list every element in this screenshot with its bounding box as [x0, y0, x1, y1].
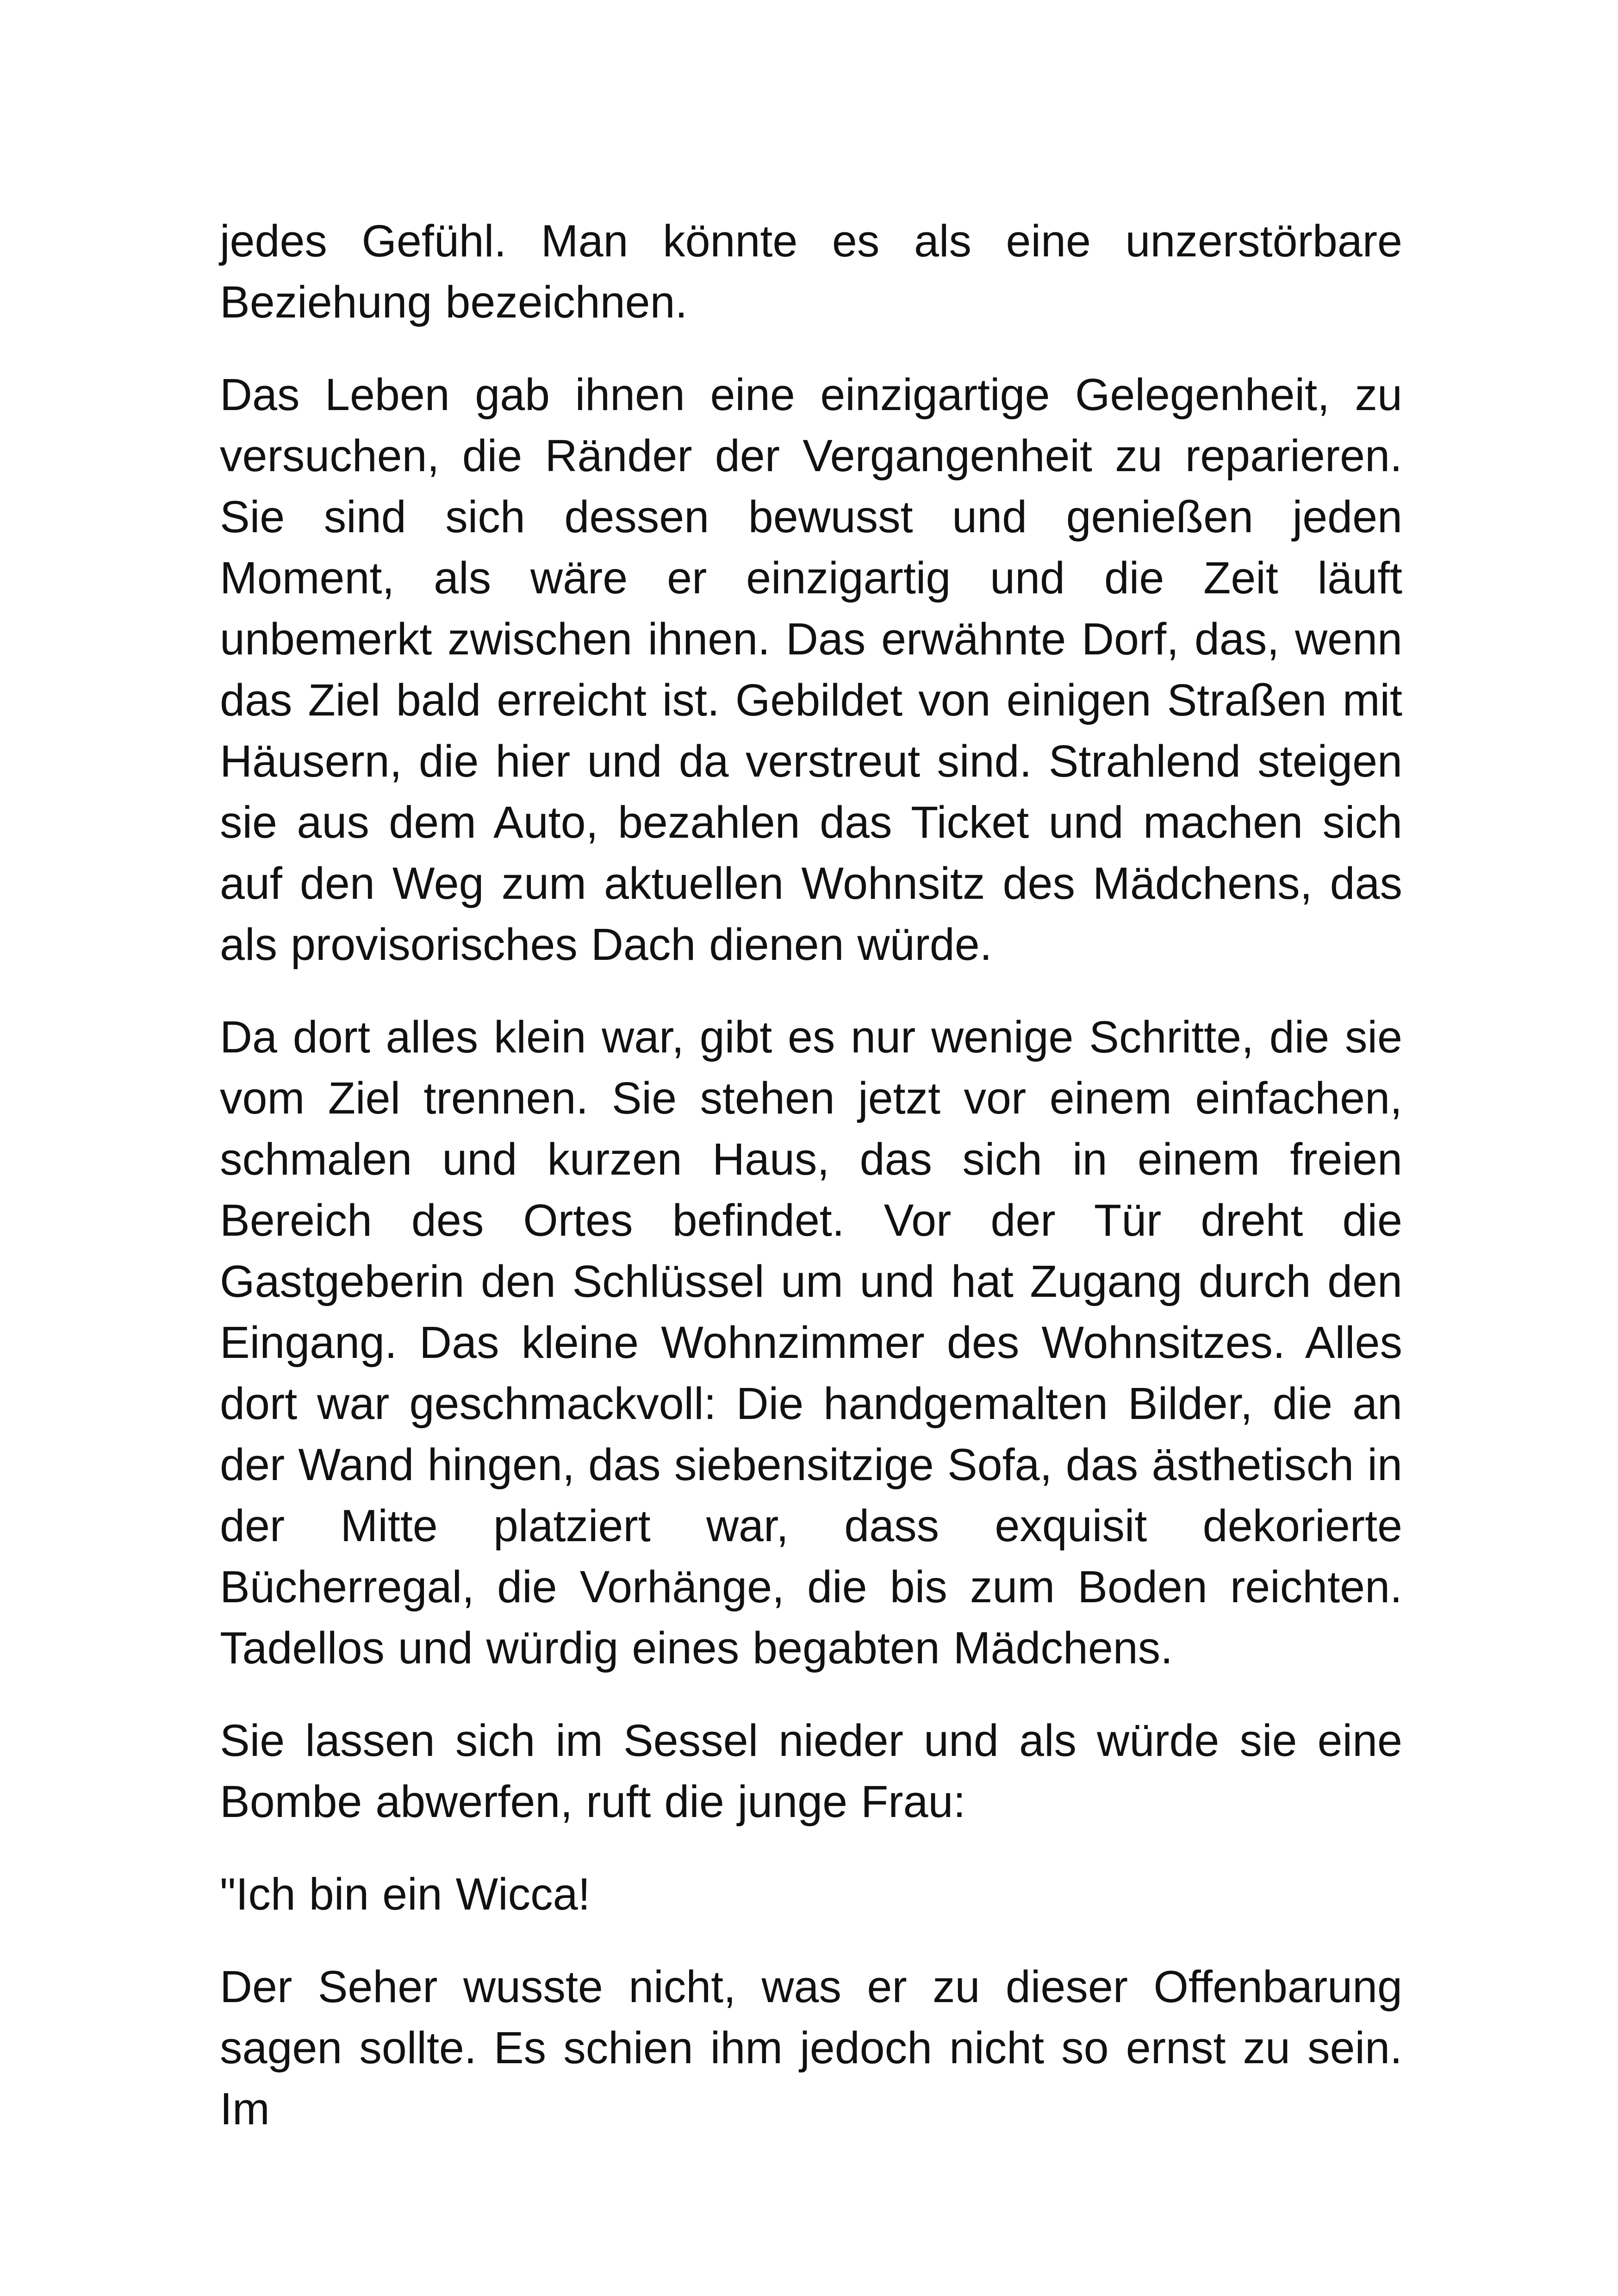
- paragraph-3: Da dort alles klein war, gibt es nur wenige Schritte, die sie vom Ziel trennen. Sie stehen jetzt vor einem einfachen, schmalen und kurzen Haus, das sich in einem freien Bereich des Ortes befindet. Vor der Tür dreht die Gastgeberin den Schlüssel um und hat Zugang durch den Eingang. Das kleine Wohnzimmer des Wohnsitzes. Alles dort war geschmackvoll: Die handgemalten Bilder, die an der Wand hingen, das siebensitzige Sofa, das ästhetisch in der Mitte platziert war, dass exquisit dekorierte Bücherregal, die Vorhänge, die bis zum Boden reichten. Tadellos und würdig eines begabten Mädchens.: [220, 1012, 1402, 1673]
- paragraph-2: Das Leben gab ihnen eine einzigartige Gelegenheit, zu versuchen, die Ränder der Vergangenheit zu reparieren. Sie sind sich dessen bewusst und genießen jeden Moment, als wäre er einzigartig und die Zeit läuft unbemerkt zwischen ihnen. Das erwähnte Dorf, das, wenn das Ziel bald erreicht ist. Gebildet von einigen Straßen mit Häusern, die hier und da verstreut sind. Strahlend steigen sie aus dem Auto, bezahlen das Ticket und machen sich auf den Weg zum aktuellen Wohnsitz des Mädchens, das als provisorisches Dach dienen würde.: [220, 369, 1402, 970]
- paragraph-5: "Ich bin ein Wicca!: [220, 1869, 591, 1919]
- paragraph-1: jedes Gefühl. Man könnte es als eine unzerstörbare Beziehung bezeichnen.: [220, 216, 1402, 327]
- paragraph-4: Sie lassen sich im Sessel nieder und als würde sie eine Bombe abwerfen, ruft die junge Frau:: [220, 1715, 1402, 1827]
- paragraph-6: Der Seher wusste nicht, was er zu dieser Offenbarung sagen sollte. Es schien ihm jedoch nicht so ernst zu sein. Im: [220, 1961, 1402, 2134]
- document-body: [220, 211, 1402, 2140]
